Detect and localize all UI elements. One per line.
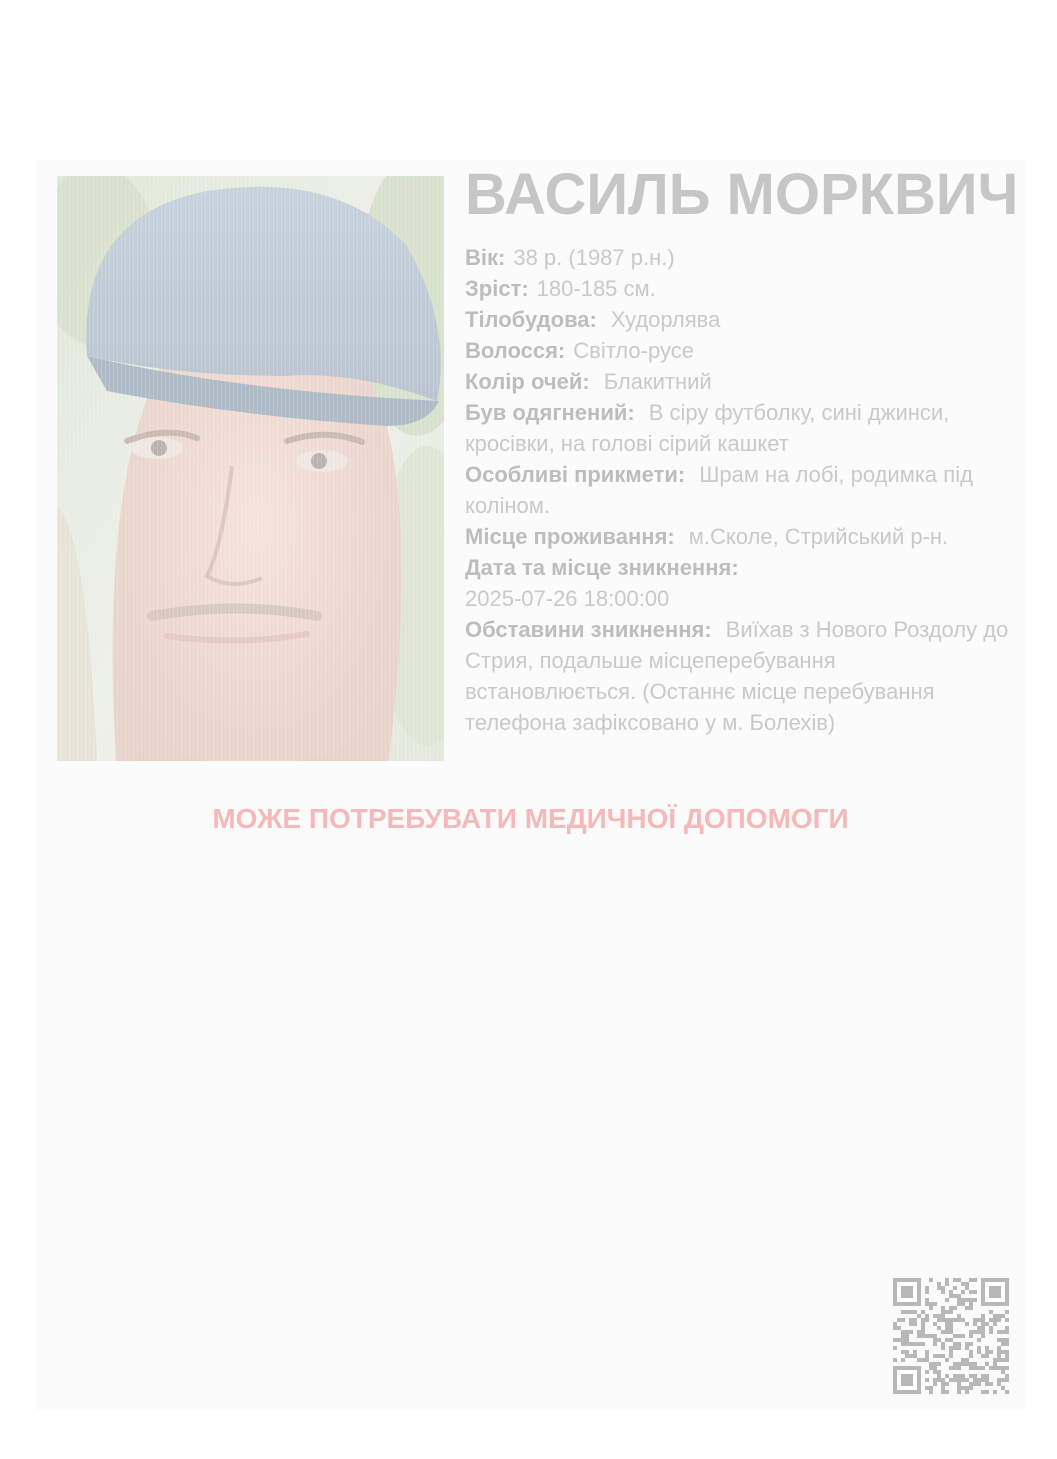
field-eyes-label: Колір очей: <box>465 369 590 394</box>
field-build-label: Тілобудова: <box>465 307 597 332</box>
field-height-label: Зріст: <box>465 276 529 301</box>
person-info <box>465 162 1019 738</box>
qr-code-icon[interactable] <box>893 1278 1009 1394</box>
field-disappearance-value: 2025-07-26 18:00:00 <box>465 586 670 611</box>
field-clothes-label: Був одягнений: <box>465 400 635 425</box>
field-circumstances-label: Обставини зникнення: <box>465 617 712 642</box>
field-build <box>465 304 1010 335</box>
person-name: ВАСИЛЬ МОРКВИЧ <box>465 162 1019 227</box>
field-circumstances-value: Виїхав з Нового Роздолу до Стрия, подальше місцеперебування встановлюється. (Останнє місце перебування телефона зафіксовано у м. Болехів) <box>465 617 1009 735</box>
field-marks-value: Шрам на лобі, родимка під коліном. <box>465 462 973 518</box>
field-hair <box>465 335 1010 366</box>
field-residence <box>465 521 1010 552</box>
field-disappearance <box>465 552 1010 614</box>
field-hair-label: Волосся: <box>465 338 566 363</box>
field-eyes-value: Блакитний <box>603 369 712 394</box>
field-residence-label: Місце проживання: <box>465 524 675 549</box>
field-height <box>465 273 1010 304</box>
medical-help-alert: МОЖЕ ПОТРЕБУВАТИ МЕДИЧНОЇ ДОПОМОГИ <box>212 803 849 834</box>
field-age <box>465 242 1010 273</box>
field-marks <box>465 459 1010 521</box>
field-clothes-value: В сіру футболку, сині джинси, кросівки, на голові сірий кашкет <box>465 400 950 456</box>
missing-person-photo <box>57 176 444 761</box>
field-circumstances <box>465 614 1010 738</box>
field-clothes <box>465 397 1010 459</box>
field-disappearance-label: Дата та місце зникнення: <box>465 555 739 580</box>
field-age-value: 38 р. (1987 р.н.) <box>513 245 675 270</box>
field-residence-value: м.Сколе, Стрийський р-н. <box>688 524 949 549</box>
field-hair-value: Світло-русе <box>573 338 694 363</box>
field-eyes <box>465 366 1010 397</box>
field-build-value: Худорлява <box>610 307 721 332</box>
field-marks-label: Особливі прикмети: <box>465 462 686 487</box>
field-age-label: Вік: <box>465 245 506 270</box>
field-height-value: 180-185 см. <box>536 276 656 301</box>
